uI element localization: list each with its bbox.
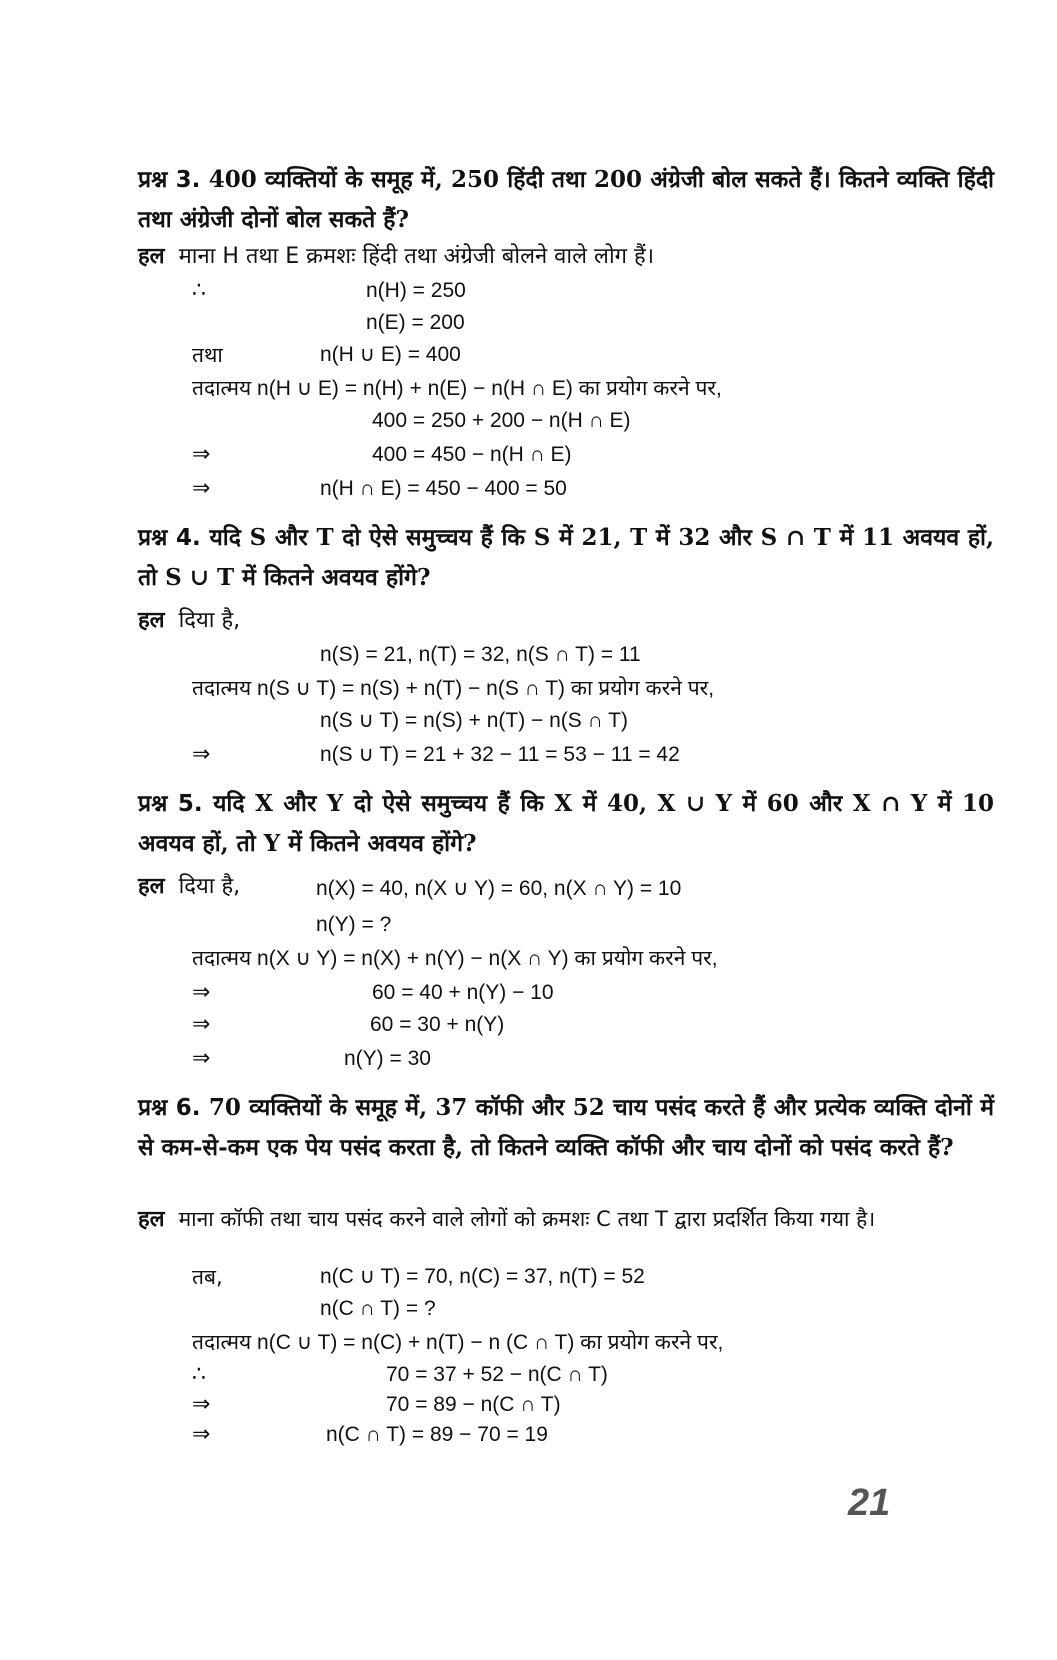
identity-line: तदात्मय n(S ∪ T) = n(S) + n(T) − n(S ∩ T) का प्रयोग करने पर, (192, 677, 715, 700)
question-5 (138, 784, 994, 864)
connector-word: तब, (192, 1265, 223, 1289)
implies-symbol: ⇒ (192, 1392, 211, 1417)
question-label: प्रश्न 5. (138, 791, 203, 817)
solution-text: दिया है, (178, 608, 241, 633)
solution-5-heading (138, 870, 240, 904)
math-line: n(Y) = 30 (344, 1047, 431, 1070)
solution-label: हल (138, 244, 165, 269)
solution-6-heading (138, 1202, 994, 1237)
implies-symbol: ⇒ (192, 476, 211, 501)
math-line: n(X) = 40, n(X ∪ Y) = 60, n(X ∩ Y) = 10 (316, 877, 682, 900)
solution-text: माना H तथा E क्रमशः हिंदी तथा अंग्रेजी बोलने वाले लोग हैं। (178, 244, 655, 269)
math-line: 70 = 89 − n(C ∩ T) (386, 1393, 561, 1416)
question-4 (138, 518, 994, 598)
math-line: 70 = 37 + 52 − n(C ∩ T) (386, 1363, 608, 1386)
implies-symbol: ⇒ (192, 980, 211, 1005)
math-line: n(C ∩ T) = ? (320, 1297, 436, 1320)
math-line: 400 = 450 − n(H ∩ E) (372, 443, 572, 466)
math-line: n(S ∪ T) = n(S) + n(T) − n(S ∩ T) (320, 709, 629, 732)
implies-symbol: ⇒ (192, 442, 211, 467)
implies-symbol: ⇒ (192, 1046, 211, 1071)
math-line: n(E) = 200 (366, 311, 465, 334)
question-label: प्रश्न 6. (138, 1095, 201, 1121)
question-label: प्रश्न 4. (138, 525, 201, 551)
math-line: n(Y) = ? (316, 913, 392, 936)
identity-line: तदात्मय n(H ∪ E) = n(H) + n(E) − n(H ∩ E) का प्रयोग करने पर, (192, 377, 722, 400)
solution-3-heading (138, 240, 654, 274)
solution-label: हल (138, 874, 165, 899)
math-line: n(C ∩ T) = 89 − 70 = 19 (326, 1423, 548, 1446)
math-line: 60 = 30 + n(Y) (370, 1013, 505, 1036)
page-number: 21 (848, 1482, 891, 1524)
question-text: यदि X और Y दो ऐसे समुच्चय हैं कि X में 40, X ∪ Y में 60 और X ∩ Y में 10 अवयव हों, तो Y में कितने अवयव होंगे? (138, 790, 994, 857)
math-line: n(H ∩ E) = 450 − 400 = 50 (320, 477, 567, 500)
solution-text: दिया है, (178, 874, 241, 899)
math-line: 400 = 250 + 200 − n(H ∩ E) (372, 409, 631, 432)
solution-label: हल (138, 608, 165, 633)
identity-line: तदात्मय n(X ∪ Y) = n(X) + n(Y) − n(X ∩ Y) का प्रयोग करने पर, (192, 947, 718, 970)
math-line: n(S) = 21, n(T) = 32, n(S ∩ T) = 11 (320, 643, 641, 666)
solution-4-heading (138, 604, 240, 638)
solution-label: हल (138, 1207, 165, 1232)
question-6 (138, 1088, 994, 1168)
question-text: 400 व्यक्तियों के समूह में, 250 हिंदी तथा 200 अंग्रेजी बोल सकते हैं। कितने व्यक्ति हिंदी तथा अंग्रेजी दोनों बोल सकते हैं? (138, 166, 994, 233)
implies-symbol: ⇒ (192, 1012, 211, 1037)
connector-word: तथा (192, 343, 223, 367)
implies-symbol: ⇒ (192, 742, 211, 767)
therefore-symbol: ∴ (192, 278, 206, 303)
math-line: n(S ∪ T) = 21 + 32 − 11 = 53 − 11 = 42 (320, 743, 680, 766)
math-line: 60 = 40 + n(Y) − 10 (372, 981, 554, 1004)
question-3 (138, 160, 994, 240)
math-line: n(H) = 250 (366, 279, 466, 302)
question-label: प्रश्न 3. (138, 167, 201, 193)
question-text: यदि S और T दो ऐसे समुच्चय हैं कि S में 21, T में 32 और S ∩ T में 11 अवयव हों, तो S ∪ T में कितने अवयव होंगे? (138, 524, 994, 591)
math-line: n(H ∪ E) = 400 (320, 343, 461, 366)
math-line: n(C ∪ T) = 70, n(C) = 37, n(T) = 52 (320, 1265, 645, 1288)
implies-symbol: ⇒ (192, 1422, 211, 1447)
question-text: 70 व्यक्तियों के समूह में, 37 कॉफी और 52 चाय पसंद करते हैं और प्रत्येक व्यक्ति दोनों में से कम-से-कम एक पेय पसंद करता है, तो कितने व्यक्ति कॉफी और चाय दोनों को पसंद करते हैं? (138, 1094, 994, 1161)
therefore-symbol: ∴ (192, 1362, 206, 1387)
solution-text: माना कॉफी तथा चाय पसंद करने वाले लोगों को क्रमशः C तथा T द्वारा प्रदर्शित किया गया है। (178, 1207, 876, 1231)
identity-line: तदात्मय n(C ∪ T) = n(C) + n(T) − n (C ∩ T) का प्रयोग करने पर, (192, 1331, 724, 1354)
